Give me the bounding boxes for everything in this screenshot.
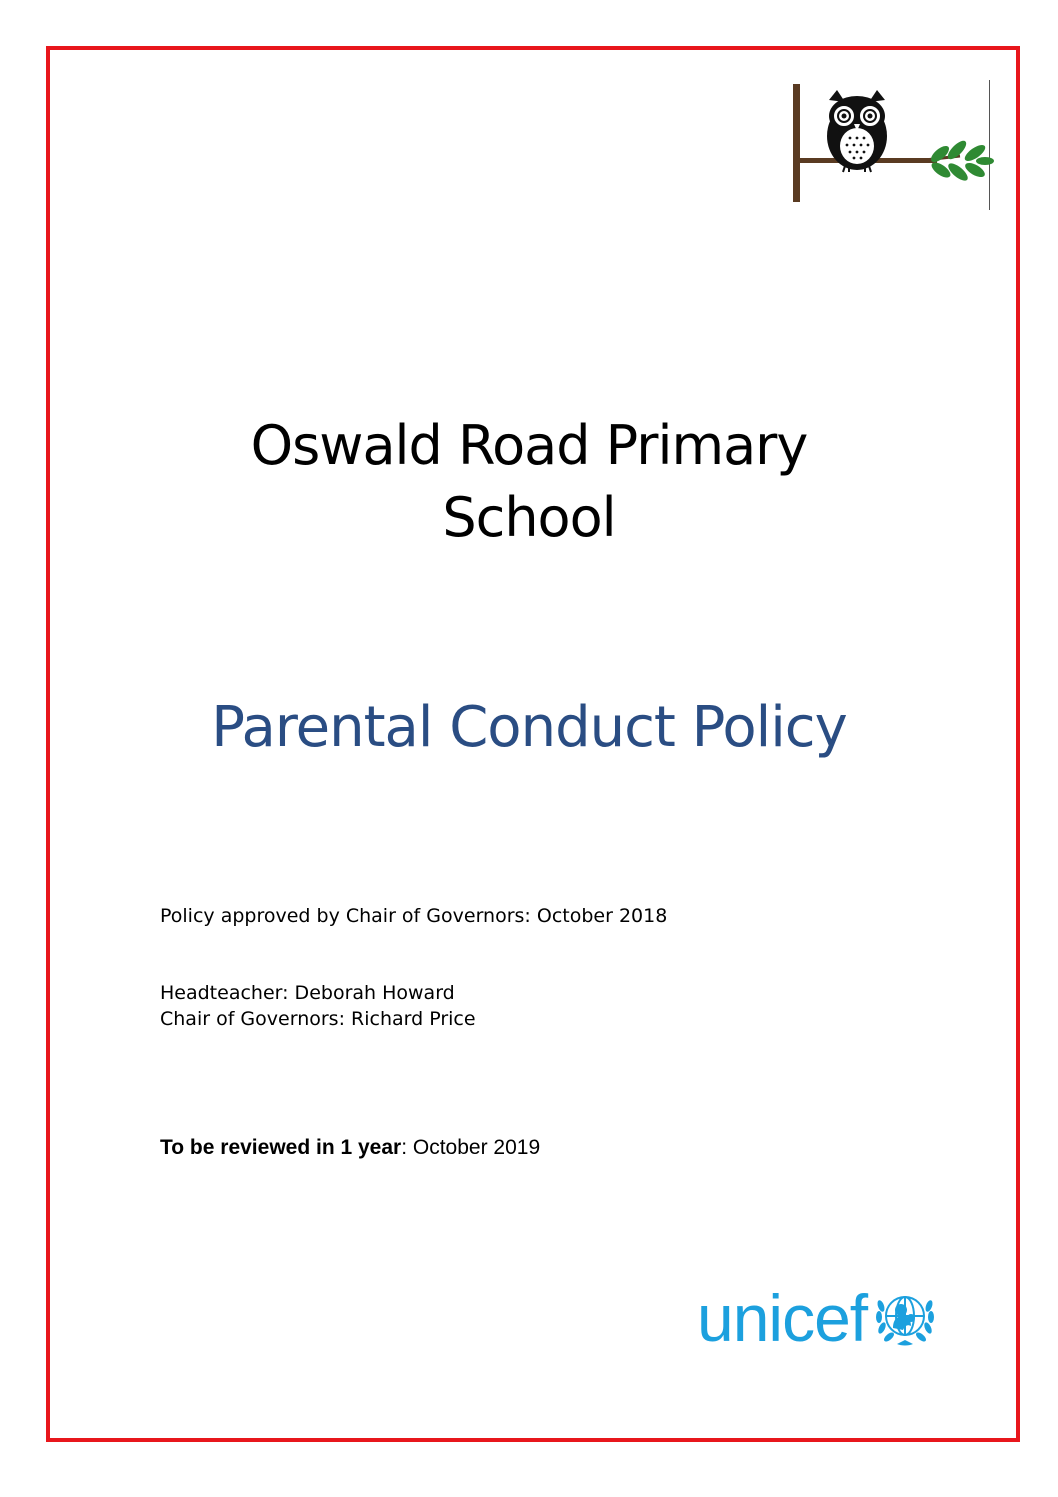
- school-name: [120, 410, 938, 554]
- review-line: [160, 1135, 540, 1161]
- unicef-emblem-icon: [871, 1284, 939, 1352]
- review-value: : October 2019: [401, 1136, 541, 1159]
- approval-line: Policy approved by Chair of Governors: October 2018: [160, 905, 668, 927]
- unicef-logo: [697, 1283, 939, 1353]
- owl-on-branch-icon: [785, 78, 995, 213]
- unicef-wordmark: unicef: [697, 1281, 868, 1355]
- headteacher-line: Headteacher: Deborah Howard: [160, 982, 455, 1004]
- school-name-line1: Oswald Road Primary: [250, 414, 808, 477]
- chair-line: Chair of Governors: Richard Price: [160, 1008, 476, 1030]
- school-name-line2: School: [442, 486, 616, 549]
- policy-title: Parental Conduct Policy: [211, 695, 847, 760]
- review-label: To be reviewed in 1 year: [160, 1136, 402, 1159]
